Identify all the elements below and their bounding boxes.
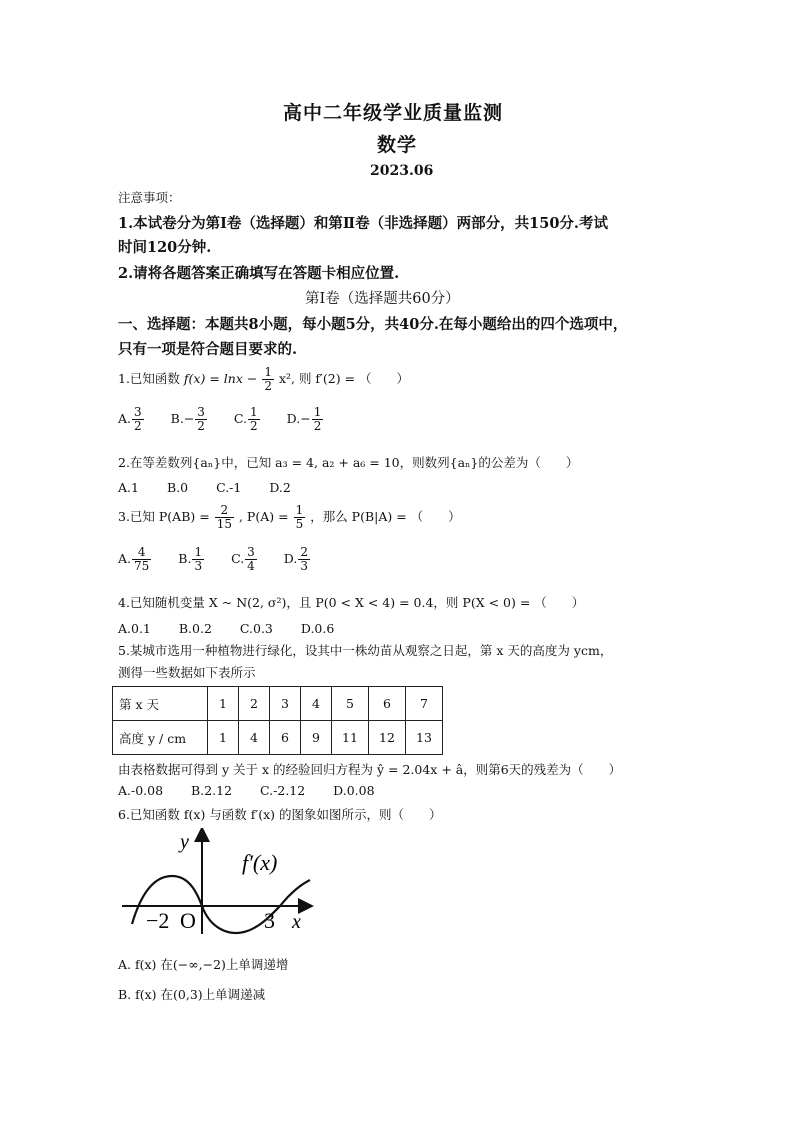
q3-tail: ，那么 P(B|A) = （ ） [310,509,461,524]
table-cell: 3 [270,687,301,721]
notice-item-2: 2.请将各题答案正确填写在答题卡相应位置. [118,265,400,282]
exam-date: 2023.06 [370,163,434,179]
curve-label: f′(x) [242,850,278,875]
q1-tail: x², 则 f′(2) = （ ） [278,371,410,386]
section-title: 第Ⅰ卷（选择题共60分） [305,291,460,307]
q3-option-b[interactable]: B. $\frac{1}{3}$ [178,545,203,573]
table-cell: 7 [406,687,443,721]
q3-options [118,546,311,573]
question-2: 2.在等差数列{aₙ}中，已知 a₃ = 4, a₂ + a₆ = 10，则数列{aₙ}的公差为（ ） [118,455,579,470]
table-row [113,721,443,755]
q5-option-c[interactable]: C.-2.12 [260,783,306,798]
q2-option-d[interactable]: D.2 [269,480,291,495]
exam-title: 高中二年级学业质量监测 [283,102,504,124]
q5-option-d[interactable]: D.0.08 [333,783,375,798]
table-cell: 4 [239,721,270,755]
q5-option-b[interactable]: B.2.12 [191,783,233,798]
q1-prefix: 1.已知函数 [118,371,180,386]
q3-option-c[interactable]: C. $\frac{3}{4}$ [231,545,255,573]
question-3 [118,504,461,531]
derivative-graph [118,828,318,938]
table-cell: 9 [301,721,332,755]
q1-option-d[interactable]: D.− $\frac{1}{2}$ [286,405,322,433]
q3-fraction-1: $\frac{2}{15}$ [216,503,232,531]
section-intro-line-2: 只有一项是符合题目要求的. [118,341,298,358]
question-5-line-2: 测得一些数据如下表所示 [118,665,256,680]
notice-heading: 注意事项： [118,190,181,205]
q3-fraction-2: $\frac{1}{5}$ [295,503,304,531]
y-axis-label: y [180,831,189,853]
q1-option-c[interactable]: C. $\frac{1}{2}$ [233,405,258,433]
q2-option-b[interactable]: B.0 [166,480,189,495]
table-cell: 4 [301,687,332,721]
q1-option-a[interactable]: A. $\frac{3}{2}$ [118,405,142,433]
table-header-height: 高度 y / cm [113,721,208,755]
tick-3-label: 3 [264,908,275,933]
q4-option-d[interactable]: D.0.6 [300,621,335,636]
table-cell: 11 [332,721,369,755]
table-cell: 1 [208,721,239,755]
section-intro-line-1: 一、选择题：本题共8小题，每小题5分，共40分.在每小题给出的四个选项中， [118,316,628,333]
question-6: 6.已知函数 f(x) 与函数 f′(x) 的图象如图所示，则（ ） [118,807,442,822]
q5-options [118,783,375,798]
q4-options [118,621,334,636]
tick-neg2-label: −2 [146,908,170,933]
question-1 [118,366,409,393]
exam-subject: 数学 [377,134,418,156]
q2-options [118,480,291,495]
q2-option-a[interactable]: A.1 [118,480,139,495]
q1-option-b[interactable]: B.− $\frac{3}{2}$ [170,405,205,433]
table-cell: 1 [208,687,239,721]
q5-option-a[interactable]: A.-0.08 [118,783,164,798]
q1-func: f(x) = lnx − [183,371,258,386]
notice-item-1-line-2: 时间120分钟. [118,239,212,256]
notice-item-1-line-1: 1.本试卷分为第Ⅰ卷（选择题）和第Ⅱ卷（非选择题）两部分，共150分.考试 [118,215,608,232]
q2-option-c[interactable]: C.-1 [216,480,242,495]
table-cell: 6 [270,721,301,755]
table-row [113,687,443,721]
table-header-day: 第 x 天 [113,687,208,721]
q3-option-a[interactable]: A. $\frac{4}{75}$ [118,545,150,573]
question-4: 4.已知随机变量 X ~ N(2, σ²)，且 P(0 < X < 4) = 0.4，则 P(X < 0) = （ ） [118,595,585,610]
q1-fraction: $\frac{1}{2}$ [264,365,272,393]
q4-option-a[interactable]: A.0.1 [118,621,151,636]
q3-option-d[interactable]: D. $\frac{2}{3}$ [283,545,308,573]
q3-prefix: 3.已知 P(AB) = [118,509,210,524]
table-cell: 2 [239,687,270,721]
q4-option-b[interactable]: B.0.2 [178,621,212,636]
table-cell: 13 [406,721,443,755]
origin-label: O [180,908,196,933]
question-5-line-1: 5.某城市选用一种植物进行绿化，设其中一株幼苗从观察之日起，第 x 天的高度为 ycm， [118,643,613,658]
q3-mid: , P(A) = [238,509,289,524]
growth-table [112,686,443,755]
x-axis-label: x [292,911,301,933]
table-cell: 12 [369,721,406,755]
q6-option-b[interactable]: B. f(x) 在(0,3)上单调递减 [118,987,266,1002]
question-5-line-3: 由表格数据可得到 y 关于 x 的经验回归方程为 ŷ = 2.04x + â，则第6天的残差为（ ） [118,762,622,777]
q4-option-c[interactable]: C.0.3 [239,621,273,636]
table-cell: 6 [369,687,406,721]
table-cell: 5 [332,687,369,721]
q6-option-a[interactable]: A. f(x) 在(−∞,−2)上单调递增 [118,957,289,972]
q1-options [118,406,324,433]
